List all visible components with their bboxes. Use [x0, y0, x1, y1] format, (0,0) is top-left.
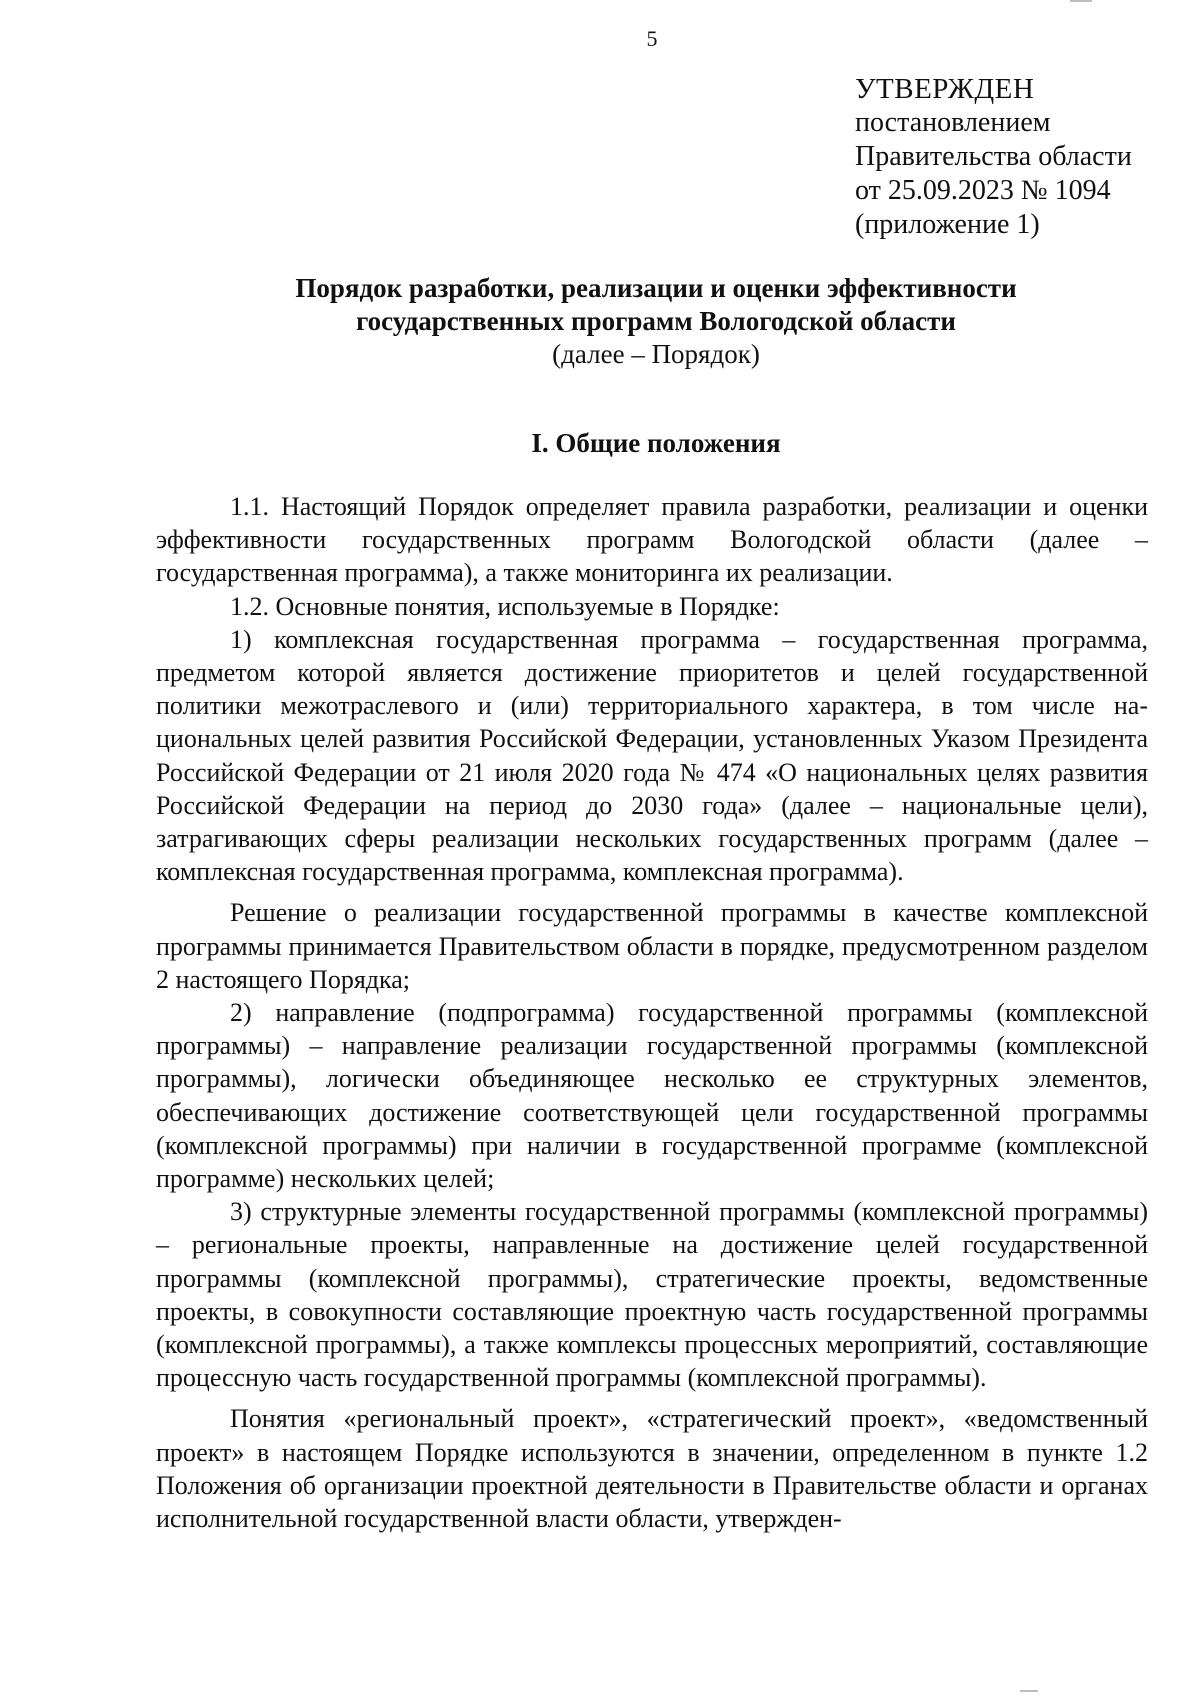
paragraph-definition-3: 3) структурные элементы государственной программы (комплексной программы) – региональные проекты, направленные на достижение целей государственной программы (комплексной программы), стратегические проекты, ведомственные проекты, в совокупности составляющие проектную часть государственной программы (комплексной программы), а также комплексы процессных мероприятий, составляющие процессную часть государственной программы (комплексной программы). [156, 1197, 1148, 1393]
paragraph-decision: Решение о реализации государственной программы в качестве комплексной программы принимается Правительством области в порядке, предусмотренном разделом 2 настоящего Порядка; [156, 898, 1148, 994]
approval-stamp-block [855, 72, 1175, 242]
title-line-3: (далее – Порядок) [552, 339, 760, 369]
document-title [120, 272, 1192, 371]
scan-artifact-top [1070, 0, 1092, 2]
approval-line-1: постановлением [855, 107, 1051, 138]
title-line-2: государственных программ Вологодской области [356, 306, 956, 336]
title-line-1: Порядок разработки, реализации и оценки эффективности [295, 273, 1017, 303]
paragraph-1-1: 1.1. Настоящий Порядок определяет правила разработки, реализации и оценки эффективности государственных программ Вологодской области (далее – государственная программа), а также мониторинга их реализации. [156, 492, 1148, 588]
approval-line-2: Правительства области [855, 141, 1132, 172]
paragraph-1-2: 1.2. Основные понятия, используемые в Порядке: [230, 591, 780, 621]
page-number: 5 [646, 26, 658, 51]
approval-line-3: от 25.09.2023 № 1094 [855, 175, 1111, 206]
approval-status: УТВЕРЖДЕН [855, 73, 1035, 105]
paragraph-definition-1: 1) комплексная государственная программа – государственная программа, предметом которой является достижение приоритетов и целей государственной политики межотраслевого и (или) территориального характера, в том числе национальных целей развития Российской Федерации, установленных Указом Президента Российской Федерации от 21 июля 2020 года № 474 «О национальных целях развития Российской Федерации на период до 2030 года» (далее – национальные цели), затрагивающих сферы реализации нескольких государственных программ (далее – комплексная государственная программа, комплексная программа). [156, 624, 1148, 887]
paragraph-concepts: Понятия «региональный проект», «стратегический проект», «ведомственный проект» в настоящем Порядке используются в значении, определенном в пункте 1.2 Положения об организации проектной деятельности в Правительстве области и органах исполнительной государственной власти области, утвержден- [156, 1404, 1148, 1534]
approval-line-4: (приложение 1) [855, 209, 1040, 240]
body-text [156, 490, 1148, 1535]
paragraph-definition-2: 2) направление (подпрограмма) государственной программы (комплексной программы) – направление реализации государственной программы (комплексной программы), логически объединяющее несколько ее структурных элементов, обеспечивающих достижение соответствующей цели государственной программы (комплексной программы) при наличии в государственной программе (комплексной программе) нескольких целей; [156, 998, 1148, 1194]
scan-artifact-bottom [1020, 1690, 1038, 1692]
section-heading: I. Общие положения [531, 428, 781, 458]
